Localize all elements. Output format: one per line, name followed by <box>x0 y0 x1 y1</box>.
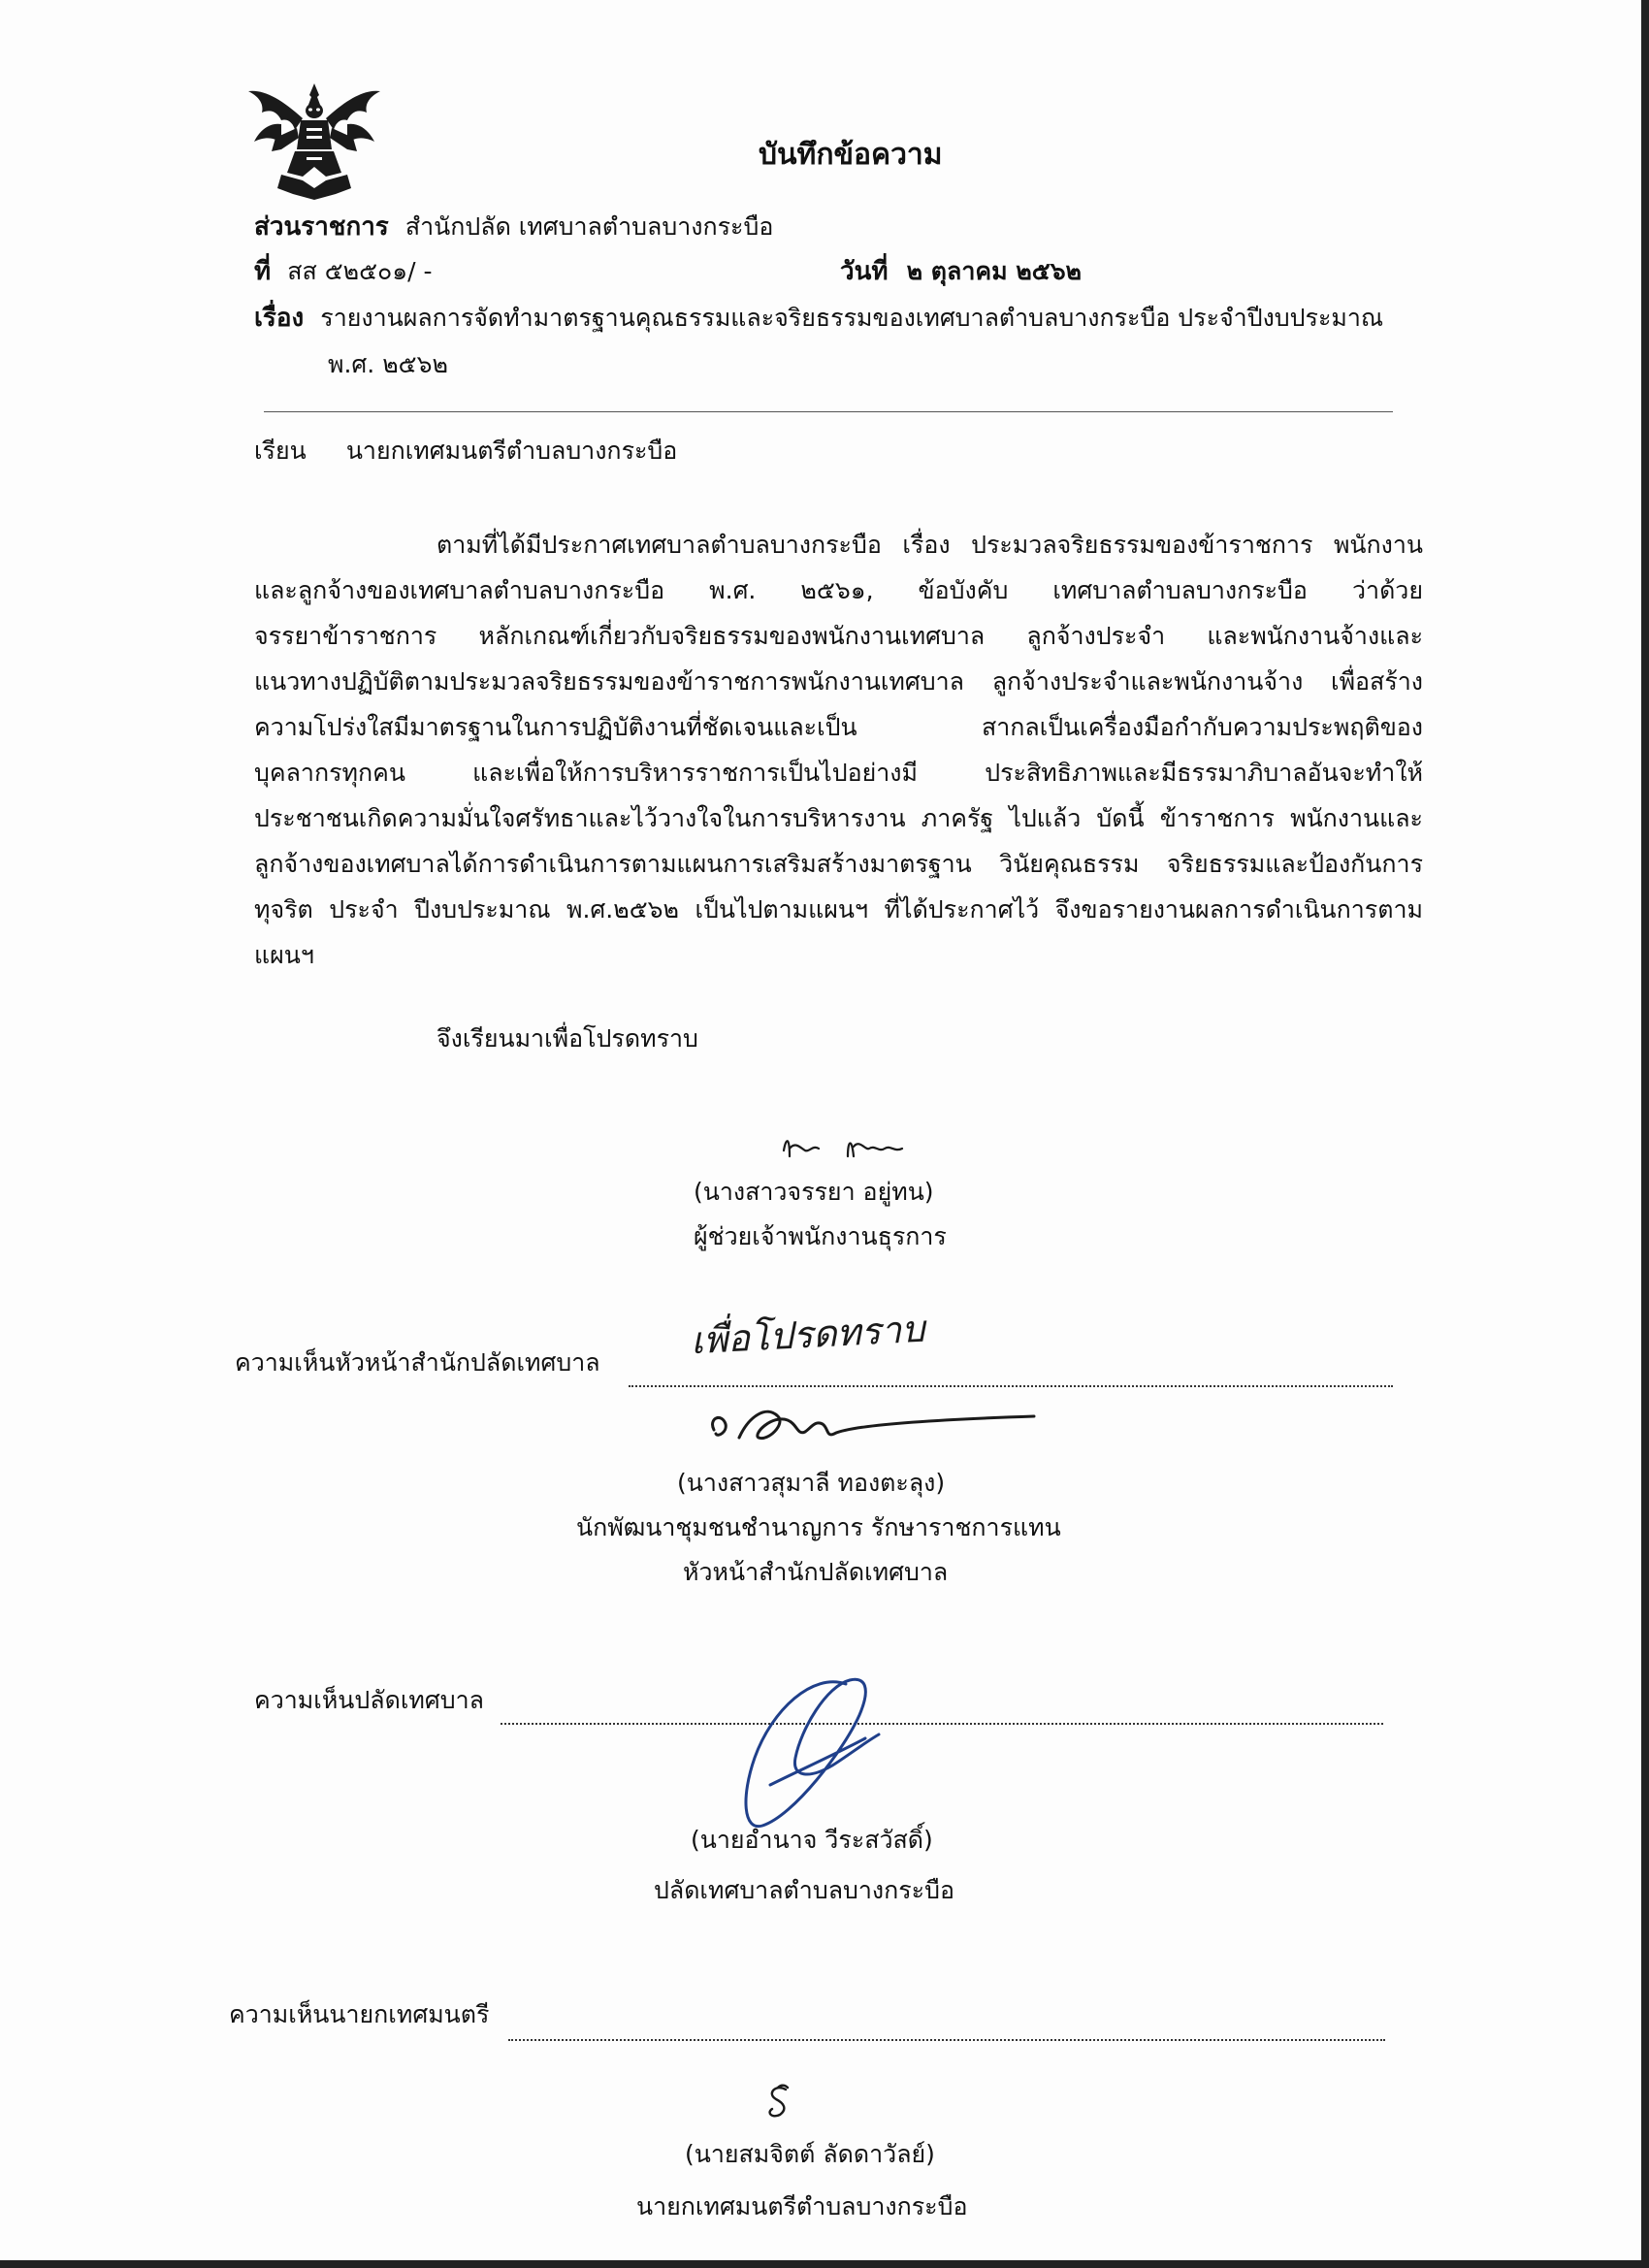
signer-3-name: (นายอำนาจ วีระสวัสดิ์) <box>691 1826 933 1854</box>
memo-title: บันทึกข้อความ <box>759 138 943 172</box>
body-line: แผนฯ <box>254 941 314 969</box>
body-line: ทุจริต ประจำ ปีงบประมาณ พ.ศ.๒๕๖๒ เป็นไปตามแผนฯ ที่ได้ประกาศไว้ จึงขอรายงานผลการดำเนินการตาม <box>254 895 1423 923</box>
body-line: จรรยาข้าราชการ หลักเกณฑ์เกี่ยวกับจริยธรรมของพนักงานเทศบาล ลูกจ้างประจำ และพนักงานจ้างและ <box>254 622 1423 650</box>
body-line: แนวทางปฏิบัติตามประมวลจริยธรรมของข้าราชการพนักงานเทศบาล ลูกจ้างประจำและพนักงานจ้าง เพื่อสร้าง <box>254 667 1423 696</box>
signer-1-position: ผู้ช่วยเจ้าพนักงานธุรการ <box>694 1222 947 1250</box>
subject-label: เรื่อง <box>254 304 305 333</box>
body-line: และลูกจ้างของเทศบาลตำบลบางกระบือ พ.ศ. ๒๕๖๑, ข้อบังคับ เทศบาลตำบลบางกระบือ ว่าด้วย <box>254 576 1423 604</box>
signature-3-icon <box>720 1670 887 1841</box>
reference-row <box>254 254 433 292</box>
signer-3-position: ปลัดเทศบาลตำบลบางกระบือ <box>654 1876 954 1904</box>
body-line: ความโปร่งใสมีมาตรฐานในการปฏิบัติงานที่ชัดเจนและเป็น สากลเป็นเครื่องมือกำกับความประพฤติของ <box>254 713 1423 741</box>
body-line: บุคลากรทุกคน และเพื่อให้การบริหารราชการเป็นไปอย่างมี ประสิทธิภาพและมีธรรมาภิบาลอันจะทำให้ <box>254 759 1423 787</box>
body-line: ลูกจ้างของเทศบาลได้การดำเนินการตามแผนการเสริมสร้างมาตรฐาน วินัยคุณธรรม จริยธรรมและป้องกันการ <box>254 850 1423 878</box>
body-paragraph <box>254 522 1423 978</box>
opinion-1-line <box>629 1385 1393 1387</box>
subject-line-1: รายงานผลการจัดทำมาตรฐานคุณธรรมและจริยธรรมของเทศบาลตำบลบางกระบือ ประจำปีงบประมาณ <box>320 304 1384 332</box>
signer-2-position-2: หัวหน้าสำนักปลัดเทศบาล <box>683 1558 949 1586</box>
date-row <box>840 254 1082 292</box>
opinion-1-label: ความเห็นหัวหน้าสำนักปลัดเทศบาล <box>235 1348 600 1377</box>
signature-2-icon <box>704 1395 1044 1463</box>
opinion-2-line <box>501 1723 1383 1725</box>
closing-text: จึงเรียนมาเพื่อโปรดทราบ <box>436 1024 698 1053</box>
garuda-emblem-icon <box>242 80 386 204</box>
signer-1-name: (นางสาวจรรยา อยู่ทน) <box>694 1178 934 1206</box>
date-value: ๒ ตุลาคม ๒๕๖๒ <box>906 257 1083 285</box>
opinion-3-label: ความเห็นนายกเทศมนตรี <box>229 2000 490 2028</box>
signer-4-name: (นายสมจิตต์ ลัดดาวัลย์) <box>685 2140 935 2168</box>
signer-2-name: (นางสาวสุมาลี ทองตะลุง) <box>677 1469 946 1497</box>
opinion-3-line <box>508 2039 1385 2041</box>
agency-value: สำนักปลัด เทศบาลตำบลบางกระบือ <box>404 212 774 241</box>
salutation-row <box>254 435 677 471</box>
signature-1-icon <box>776 1127 941 1170</box>
opinion-2-label: ความเห็นปลัดเทศบาล <box>254 1686 484 1714</box>
scan-edge-right <box>1641 0 1649 2268</box>
header-divider <box>264 411 1393 412</box>
reference-value: สส ๕๒๕๐๑/ - <box>287 257 433 285</box>
body-line: ตามที่ได้มีประกาศเทศบาลตำบลบางกระบือ เรื่อง ประมวลจริยธรรมของข้าราชการ พนักงาน <box>436 531 1423 559</box>
reference-label: ที่ <box>254 257 272 286</box>
signature-4-icon <box>759 2082 801 2122</box>
subject-line-2: พ.ศ. ๒๕๖๒ <box>328 350 448 378</box>
signer-4-position: นายกเทศมนตรีตำบลบางกระบือ <box>636 2192 968 2220</box>
body-line: ประชาชนเกิดความมั่นใจศรัทธาและไว้วางใจในการบริหารงาน ภาครัฐ ไปแล้ว บัดนี้ ข้าราชการ พนักงานและ <box>254 804 1423 832</box>
opinion-1-handwritten: เพื่อโปรดทราบ <box>690 1307 926 1363</box>
scan-edge-bottom <box>0 2260 1649 2268</box>
date-label: วันที่ <box>840 257 889 286</box>
agency-row <box>254 210 773 247</box>
salutation-value: นายกเทศมนตรีตำบลบางกระบือ <box>345 437 678 465</box>
salutation-label: เรียน <box>254 437 307 465</box>
subject-row <box>254 301 1383 339</box>
signer-2-position-1: นักพัฒนาชุมชนชำนาญการ รักษาราชการแทน <box>576 1513 1061 1541</box>
agency-label: ส่วนราชการ <box>254 212 389 242</box>
